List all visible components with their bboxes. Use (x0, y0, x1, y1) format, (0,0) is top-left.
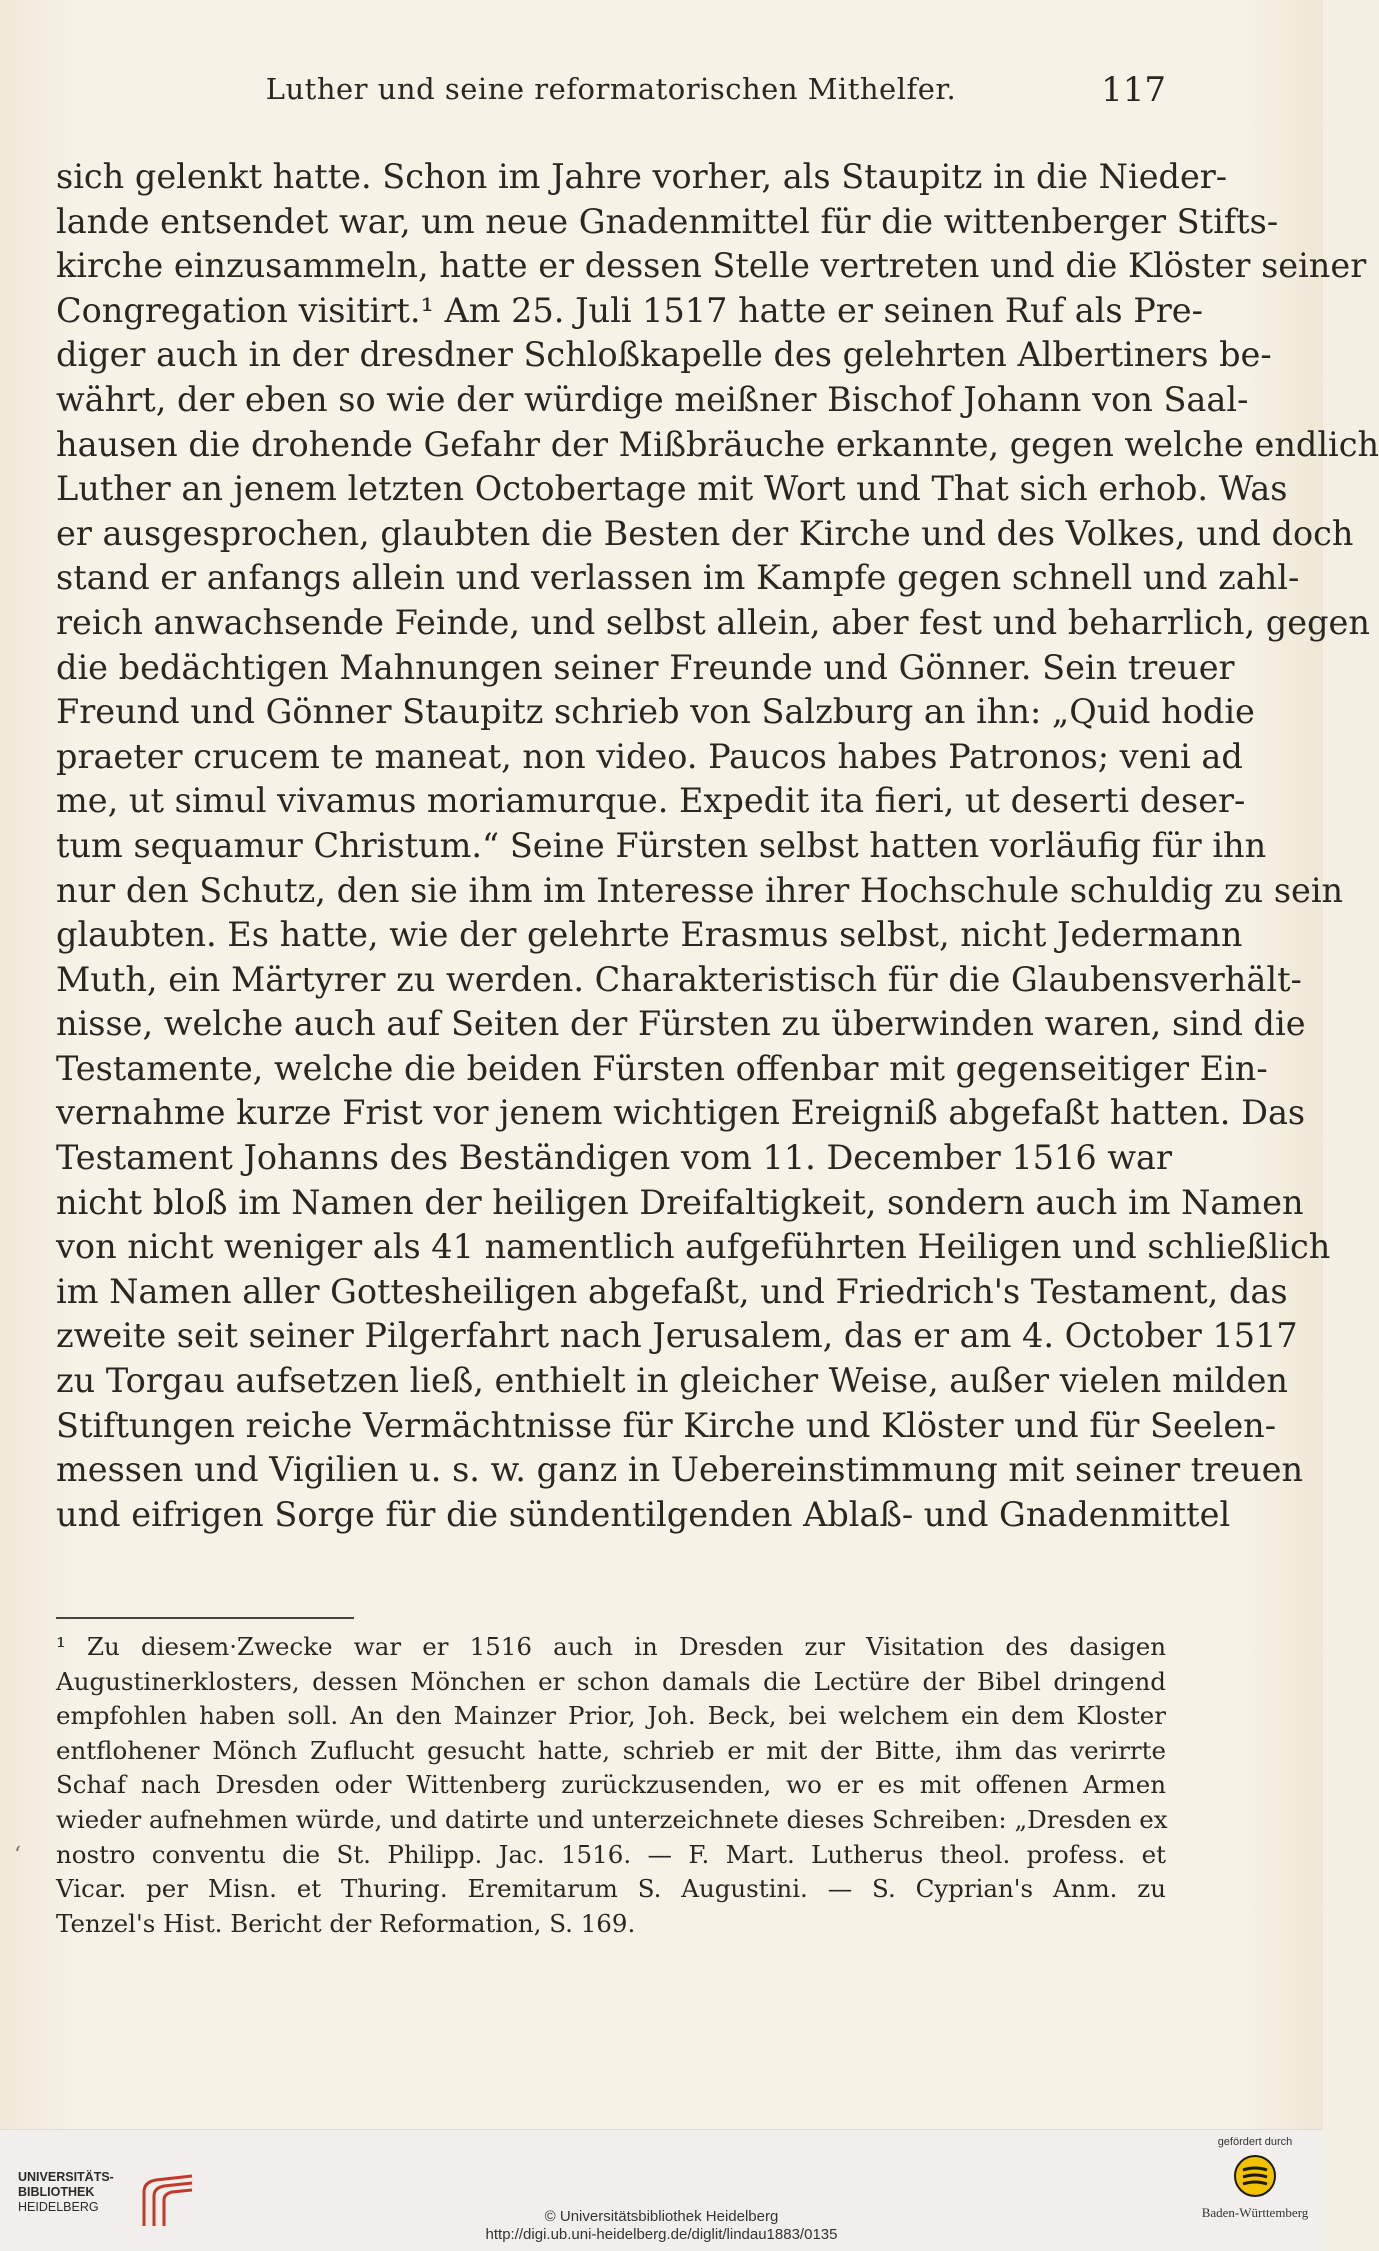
body-line: die bedächtigen Mahnungen seiner Freunde und Gönner. Sein treuer (56, 647, 1235, 687)
footnote-line: nostro conventu die St. Philipp. Jac. 1516. — F. Mart. Lutherus theol. profess. et (56, 1839, 1166, 1869)
body-line: kirche einzusammeln, hatte er dessen Stelle vertreten und die Klöster seiner (56, 246, 1367, 286)
body-line: Congregation visitirt.¹ Am 25. Juli 1517 hatte er seinen Ruf als Pre- (56, 290, 1203, 330)
body-line: sich gelenkt hatte. Schon im Jahre vorher, als Staupitz in die Nieder- (56, 157, 1228, 196)
footnote-line: empfohlen haben soll. An den Mainzer Prior, Joh. Beck, bei welchem ein dem Kloster (56, 1701, 1166, 1731)
body-line: Stiftungen reiche Vermächtnisse für Kirche und Klöster und für Seelen- (56, 1405, 1277, 1445)
body-line: Testamente, welche die beiden Fürsten offenbar mit gegenseitiger Ein- (56, 1048, 1268, 1088)
permalink[interactable]: http://digi.ub.uni-heidelberg.de/diglit/lindau1883/0135 (485, 2226, 838, 2243)
body-line: zu Torgau aufsetzen ließ, enthielt in gleicher Weise, außer vielen milden (56, 1361, 1288, 1401)
body-line: im Namen aller Gottesheiligen abgefaßt, und Friedrich's Testament, das (56, 1271, 1288, 1311)
body-line: Testament Johanns des Beständigen vom 11. December 1516 war (56, 1138, 1172, 1178)
body-line: glaubten. Es hatte, wie der gelehrte Erasmus selbst, nicht Jedermann (56, 915, 1243, 955)
body-line: Freund und Gönner Staupitz schrieb von Salzburg an ihn: „Quid hodie (56, 692, 1255, 732)
footnote-rule (56, 1617, 354, 1619)
running-head (56, 66, 1166, 116)
body-line: er ausgesprochen, glaubten die Besten der Kirche und des Volkes, und doch (56, 513, 1354, 553)
footnote-line: Vicar. per Misn. et Thuring. Eremitarum S. Augustini. — S. Cyprian's Anm. zu (56, 1874, 1166, 1904)
body-line: nur den Schutz, den sie ihm im Interesse ihrer Hochschule schuldig zu sein (56, 870, 1344, 910)
body-line: zweite seit seiner Pilgerfahrt nach Jerusalem, das er am 4. October 1517 (56, 1316, 1298, 1356)
body-line: hausen die drohende Gefahr der Mißbräuche erkannte, gegen welche endlich (56, 424, 1379, 464)
body-line: nicht bloß im Namen der heiligen Dreifaltigkeit, sondern auch im Namen (56, 1182, 1304, 1222)
footnote-line: ¹ Zu diesem·Zwecke war er 1516 auch in Dresden zur Visitation des dasigen (56, 1632, 1166, 1661)
library-line: HEIDELBERG (18, 2200, 99, 2214)
body-line: tum sequamur Christum.“ Seine Fürsten selbst hatten vorläufig für ihn (56, 825, 1267, 865)
footer-band (0, 2129, 1323, 2251)
funder-name: Baden-Württemberg (1201, 2205, 1309, 2220)
baden-wuerttemberg-crest-icon (1233, 2154, 1277, 2198)
footnote-line: Schaf nach Dresden oder Wittenberg zurückzusenden, wo er es mit offenen Armen (56, 1770, 1166, 1800)
body-text (56, 155, 1379, 1537)
library-line: UNIVERSITÄTS- (18, 2170, 114, 2184)
footnote-line: Augustinerklosters, dessen Mönchen er schon damals die Lectüre der Bibel dringend (56, 1666, 1166, 1696)
body-line: lande entsendet war, um neue Gnadenmittel für die wittenberger Stifts- (56, 201, 1279, 241)
body-line: praeter crucem te maneat, non video. Paucos habes Patronos; veni ad (56, 736, 1243, 776)
funder-block (1199, 2136, 1311, 2221)
funder-label: gefördert durch (1217, 2136, 1293, 2148)
body-line: reich anwachsende Feinde, und selbst allein, aber fest und beharrlich, gegen (56, 602, 1370, 642)
library-line: BIBLIOTHEK (18, 2185, 95, 2199)
body-line: währt, der eben so wie der würdige meißner Bischof Johann von Saal- (56, 379, 1249, 419)
page-number: 117 (1101, 70, 1166, 110)
footnote-line: wieder aufnehmen würde, und datirte und unterzeichnete dieses Schreiben: „Dresden ex (56, 1804, 1168, 1834)
body-line: von nicht weniger als 41 namentlich aufgeführten Heiligen und schließlich (56, 1227, 1331, 1267)
margin-mark: ‘ (14, 1843, 21, 1868)
body-line: Muth, ein Märtyrer zu werden. Charakteristisch für die Glaubensverhält- (56, 959, 1302, 999)
body-line: diger auch in der dresdner Schloßkapelle des gelehrten Albertiners be- (56, 335, 1272, 375)
body-line: stand er anfangs allein und verlassen im Kampfe gegen schnell und zahl- (56, 558, 1300, 598)
body-line: vernahme kurze Frist vor jenem wichtigen Ereigniß abgefaßt hatten. Das (56, 1093, 1306, 1133)
body-line: nisse, welche auch auf Seiten der Fürsten zu überwinden waren, sind die (56, 1004, 1306, 1044)
running-title: Luther und seine reformatorischen Mithelfer. (265, 72, 957, 106)
body-line: Luther an jenem letzten Octobertage mit Wort und That sich erhob. Was (56, 469, 1288, 509)
body-line: messen und Vigilien u. s. w. ganz in Uebereinstimmung mit seiner treuen (56, 1450, 1304, 1490)
body-line: me, ut simul vivamus moriamurque. Expedit ita fieri, ut deserti deser- (56, 781, 1246, 821)
copyright-block (0, 2208, 1323, 2244)
footnote-line: entflohener Mönch Zuflucht gesucht hatte, schrieb er mit der Bitte, ihm das verirrte (56, 1735, 1166, 1765)
footnote-line: Tenzel's Hist. Bericht der Reformation, S. 169. (56, 1908, 636, 1938)
body-line: und eifrigen Sorge für die sündentilgenden Ablaß- und Gnadenmittel (56, 1494, 1231, 1534)
copyright-text: © Universitätsbibliothek Heidelberg (544, 2208, 779, 2225)
footnote (56, 1630, 1166, 1941)
